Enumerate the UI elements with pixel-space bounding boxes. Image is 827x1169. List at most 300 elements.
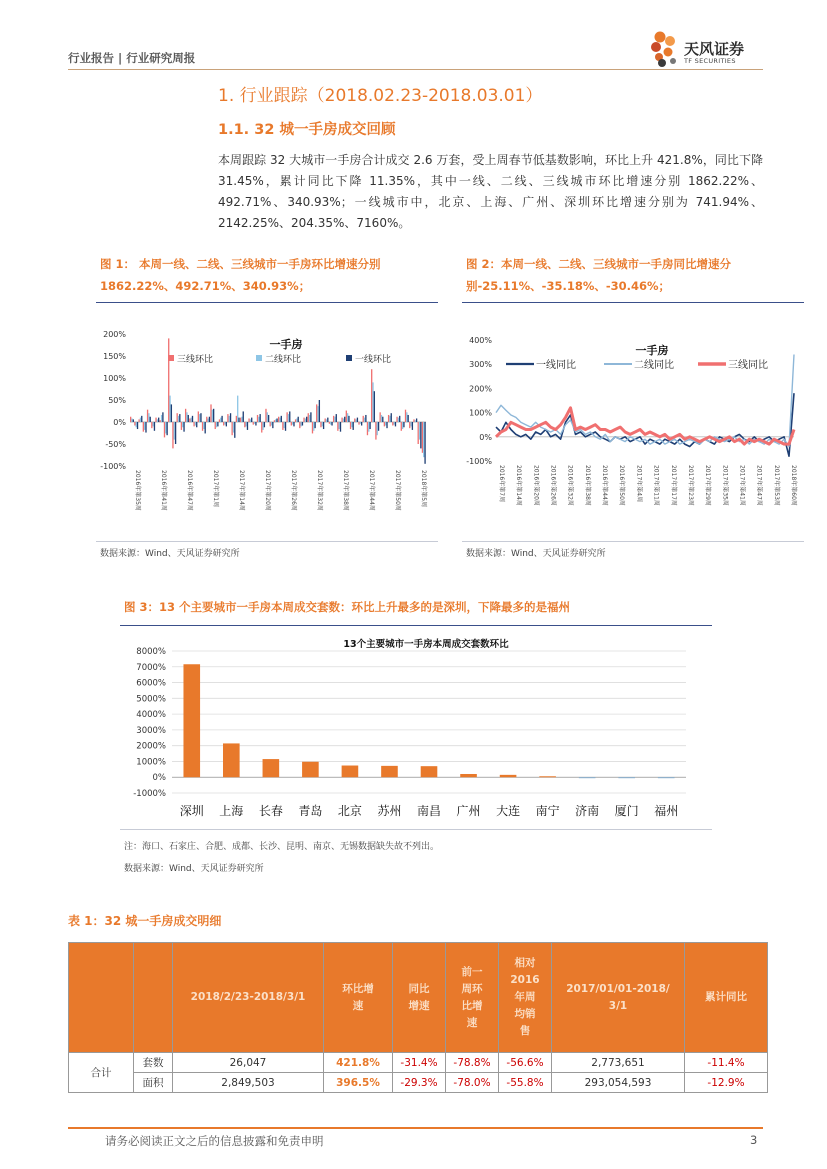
bar-mark [134, 422, 135, 426]
figure1-bottom-rule [96, 541, 438, 542]
bar-mark [402, 422, 403, 429]
bar-mark [278, 417, 279, 422]
table-row [69, 1053, 768, 1073]
bar-mark [351, 422, 352, 427]
bar-mark [377, 422, 378, 435]
bar-mark [241, 417, 242, 422]
bar-mark [272, 422, 273, 428]
bar-mark [313, 422, 314, 431]
bar-mark [379, 412, 380, 422]
bar-mark [203, 422, 204, 429]
bar-mark [144, 422, 145, 430]
x-tick-label: 2016年第47周 [186, 470, 193, 511]
figure3-bottom-rule [120, 829, 712, 830]
bar-mark [360, 422, 361, 424]
bar-mark [130, 417, 131, 422]
bar-mark [371, 369, 372, 422]
bar-mark [248, 418, 249, 422]
legend-label: 二线环比 [265, 355, 302, 365]
metric-cell: 面积 [134, 1073, 173, 1093]
x-tick-label: 2016年第44周 [601, 465, 609, 506]
bar-mark [150, 417, 151, 422]
bar-mark [174, 422, 175, 440]
bar-mark [285, 422, 286, 431]
bar-mark [298, 417, 299, 422]
x-tick-label: 2017年第20周 [264, 470, 271, 511]
bar-mark [337, 422, 338, 431]
x-tick-label: 2016年第20周 [532, 465, 540, 506]
bar-mark [268, 415, 269, 422]
bar-mark [227, 414, 228, 422]
x-tick-label: 2017年第11周 [652, 465, 660, 506]
x-tick-label: 长春 [258, 804, 283, 818]
bar-mark [281, 416, 282, 422]
x-tick-label: 南昌 [416, 804, 442, 818]
bar-mark [416, 418, 417, 422]
y-tick-label: 0% [152, 773, 166, 784]
bar-mark [217, 422, 218, 426]
header-cell-period: 2018/2/23-2018/3/1 [173, 943, 324, 1053]
bar-mark [188, 415, 189, 422]
bar-mark [386, 422, 387, 428]
bar-mark [392, 422, 393, 426]
chart-title: 一手房 [635, 344, 669, 357]
prev-week-cell: -78.0% [446, 1073, 499, 1093]
bar-mark [224, 422, 225, 425]
section-title: 1. 行业跟踪（2018.02.23-2018.03.01） [218, 86, 543, 106]
y-tick-label: 100% [469, 408, 492, 418]
cumulative-cell: 293,054,593 [552, 1073, 685, 1093]
relative-cell: -56.6% [499, 1053, 552, 1073]
bar-mark [185, 409, 186, 422]
y-tick-label: 3000% [136, 725, 166, 736]
y-tick-label: -50% [105, 440, 126, 449]
bar-mark [179, 414, 180, 422]
x-tick-label: 北京 [337, 804, 362, 818]
company-logo [648, 28, 768, 68]
bar-mark [326, 419, 327, 422]
logo-cn-text: 天风证券 [684, 40, 745, 58]
y-tick-label: 50% [108, 396, 126, 405]
bar-mark [333, 416, 334, 422]
bar-mark [198, 411, 199, 422]
bar-mark [423, 422, 424, 457]
bar-mark [270, 422, 271, 426]
header-cell-yoy: 同比 增速 [393, 943, 446, 1053]
bar-mark [147, 410, 148, 422]
bar-mark [292, 422, 293, 425]
ring-cell: 421.8% [324, 1053, 393, 1073]
x-tick-label: 2017年第41周 [738, 465, 746, 506]
bar-mark [422, 422, 423, 453]
bar-mark [353, 422, 354, 430]
bar-mark [169, 396, 170, 422]
bar-mark [395, 422, 396, 426]
figure3-source: 数据来源：Wind、天风证券研究所 [124, 864, 264, 874]
y-tick-label: -100% [100, 462, 126, 471]
x-tick-label: 2017年第47周 [755, 465, 763, 506]
figure2-source: 数据来源：Wind、天风证券研究所 [466, 549, 606, 559]
bar-mark [302, 762, 319, 777]
y-tick-label: 200% [469, 384, 492, 394]
cumulative-yoy-cell: -12.9% [685, 1073, 768, 1093]
bar-mark [460, 774, 477, 777]
bar-mark [310, 412, 311, 422]
x-tick-label: 青岛 [298, 804, 323, 818]
bar-mark [372, 382, 373, 422]
bar-mark [288, 414, 289, 422]
bar-mark [210, 404, 211, 422]
bar-mark [177, 413, 178, 422]
bar-mark [312, 422, 313, 433]
summary-paragraph: 本周跟踪 32 大城市一手房合计成交 2.6 万套，受上周春节低基数影响，环比上升 421.8%，同比下降 31.45%，累计同比下降 11.35%，其中一线、二线、三线城市环比增速分别 1862.22%、492.71%、340.93%；一线城市中，北京、上海、广州、深圳环比增速分别为 741.94%、2142.25%、204.35%、7160%。 [218, 153, 763, 230]
bar-mark [329, 422, 330, 424]
bar-mark [295, 419, 296, 422]
bar-mark [219, 419, 220, 422]
y-tick-label: 4000% [136, 710, 166, 721]
bar-mark [267, 412, 268, 422]
header-cell-relative-2016: 相对 2016 年周 均销 售 [499, 943, 552, 1053]
bar-mark [154, 422, 155, 431]
bar-mark [244, 422, 245, 427]
bar-mark [382, 417, 383, 422]
prev-week-cell: -78.8% [446, 1053, 499, 1073]
bar-mark [243, 411, 244, 422]
current-cell: 2,849,503 [173, 1073, 324, 1093]
bar-mark [408, 415, 409, 422]
bar-mark [368, 422, 369, 432]
table1-transactions [68, 942, 768, 1093]
y-tick-label: 200% [103, 330, 126, 339]
bar-mark [274, 420, 275, 422]
bar-mark [253, 422, 254, 425]
bar-mark [419, 422, 420, 440]
bar-mark [420, 422, 421, 448]
x-tick-label: 2017年第1周 [212, 470, 219, 508]
bar-mark [385, 422, 386, 426]
x-tick-label: 2017年第44周 [368, 470, 375, 511]
bar-mark [363, 416, 364, 422]
bar-mark [276, 418, 277, 422]
bar-mark [152, 422, 153, 426]
bar-mark [299, 422, 300, 428]
bar-mark [405, 410, 406, 422]
bar-mark [409, 422, 410, 428]
bar-mark [336, 414, 337, 422]
bar-mark [183, 422, 184, 432]
table-row [69, 1073, 768, 1093]
bar-mark [381, 415, 382, 422]
bar-mark [348, 416, 349, 422]
bar-mark [327, 418, 328, 422]
x-tick-label: 2017年第35周 [721, 465, 729, 506]
bar-mark [319, 400, 320, 422]
bar-mark [258, 417, 259, 422]
bar-mark [412, 422, 413, 430]
bar-mark [381, 766, 398, 777]
bar-mark [364, 418, 365, 422]
bar-mark [200, 413, 201, 422]
x-tick-label: 苏州 [377, 804, 402, 818]
bar-mark [196, 422, 197, 427]
page-number: 3 [750, 1133, 758, 1147]
bar-mark [148, 413, 149, 422]
bar-mark [300, 422, 301, 426]
bar-mark [374, 391, 375, 422]
bar-mark [245, 422, 246, 426]
bar-mark [143, 422, 144, 432]
bar-mark [178, 416, 179, 422]
bar-mark [238, 418, 239, 422]
bar-mark [155, 418, 156, 422]
bar-mark [389, 416, 390, 422]
flower-logo-icon [648, 28, 682, 68]
bar-mark [195, 422, 196, 426]
header-cell-blank [69, 943, 134, 1053]
bar-mark [165, 422, 166, 433]
bar-mark [413, 419, 414, 422]
bar-mark [255, 422, 256, 426]
x-tick-label: 厦门 [614, 804, 639, 818]
bar-mark [391, 413, 392, 422]
bar-mark [367, 422, 368, 435]
x-tick-label: 2017年第4周 [635, 465, 643, 503]
bar-mark [131, 418, 132, 422]
x-tick-label: 大连 [496, 804, 521, 818]
bar-mark [341, 418, 342, 422]
bar-mark [145, 422, 146, 433]
bar-mark [234, 422, 235, 438]
bar-mark [305, 418, 306, 422]
bar-mark [151, 422, 152, 428]
bar-mark [226, 422, 227, 426]
ring-cell: 396.5% [324, 1073, 393, 1093]
bar-mark [160, 420, 161, 422]
bar-mark [306, 417, 307, 422]
yoy-cell: -29.3% [393, 1073, 446, 1093]
y-tick-label: 2000% [136, 741, 166, 752]
bar-mark [257, 415, 258, 422]
bar-mark [618, 777, 635, 778]
bar-mark [399, 416, 400, 422]
bar-mark [415, 420, 416, 422]
x-tick-label: 济南 [575, 804, 600, 818]
bar-mark [293, 422, 294, 426]
bar-mark [223, 422, 224, 426]
footer-divider [68, 1127, 763, 1129]
x-tick-label: 2016年第14周 [515, 465, 523, 506]
header-cell-cumulative-yoy: 累计同比 [685, 943, 768, 1053]
bar-mark [357, 418, 358, 422]
bar-mark [186, 412, 187, 422]
relative-cell: -55.8% [499, 1073, 552, 1093]
chart-13-cities [120, 633, 712, 833]
bar-mark [401, 422, 402, 431]
table1-caption: 表 1：32 城一手房成交明细 [68, 914, 222, 928]
bar-mark [339, 422, 340, 429]
bar-mark [424, 422, 425, 464]
x-tick-label: 2017年第26周 [290, 470, 297, 511]
figure3-note: 注：海口、石家庄、合肥、成都、长沙、昆明、南京、无锡数据缺失故不列出。 [124, 842, 440, 852]
bar-mark [403, 422, 404, 427]
bar-mark [261, 422, 262, 433]
bar-mark [193, 422, 194, 426]
bar-mark [658, 777, 675, 778]
bar-mark [161, 415, 162, 422]
bar-mark [263, 759, 280, 777]
bar-mark [296, 418, 297, 422]
bar-mark [334, 417, 335, 422]
bar-mark [191, 418, 192, 422]
chart-tier-yoy-growth [462, 330, 804, 522]
x-tick-label: 2018年第5周 [420, 470, 427, 508]
x-tick-label: 2017年第38周 [342, 470, 349, 511]
x-tick-label: 2017年第17周 [669, 465, 677, 506]
x-tick-label: 2016年第26周 [549, 465, 557, 506]
bar-mark [247, 422, 248, 430]
x-tick-label: 福州 [654, 804, 679, 818]
bar-mark [181, 422, 182, 430]
bar-mark [231, 422, 232, 435]
report-type-label: 行业报告 | 行业研究周报 [68, 51, 196, 65]
x-tick-label: 2016年第38周 [583, 465, 591, 506]
bar-mark [264, 422, 265, 427]
figure3-top-rule [120, 625, 712, 626]
bar-mark [166, 422, 167, 435]
x-tick-label: 2016年第35周 [134, 470, 141, 511]
header-cell-blank [134, 943, 173, 1053]
figure1-source: 数据来源：Wind、天风证券研究所 [100, 549, 240, 559]
cumulative-cell: 2,773,651 [552, 1053, 685, 1073]
bar-mark [209, 417, 210, 422]
figure1-caption: 图 1： 本周一线、二线、三线城市一手房环比增速分别 1862.22%、492.71%、340.93%； [100, 257, 381, 293]
bar-mark [369, 422, 370, 429]
x-tick-label: 2016年第50周 [618, 465, 626, 506]
bar-mark [182, 422, 183, 427]
bar-mark [171, 404, 172, 422]
bar-mark [251, 418, 252, 422]
bar-mark [314, 422, 315, 428]
bar-mark [202, 422, 203, 431]
logo-en-text: TF SECURITIES [684, 57, 736, 65]
bar-mark [291, 422, 292, 426]
subsection-title: 1.1. 32 城一手房成交回顾 [218, 122, 396, 138]
bar-mark [205, 422, 206, 433]
bar-mark [421, 766, 438, 777]
bar-mark [271, 422, 272, 426]
legend-label: 一线环比 [355, 355, 392, 365]
bar-mark [189, 418, 190, 422]
bar-mark [175, 422, 176, 444]
legend-label: 三线环比 [177, 355, 214, 365]
bar-mark [331, 422, 332, 426]
x-tick-label: 2017年第23周 [686, 465, 694, 506]
bar-mark [418, 422, 419, 444]
bar-mark [375, 422, 376, 440]
x-tick-label: 南宁 [535, 804, 560, 818]
metric-cell: 套数 [134, 1053, 173, 1073]
bar-mark [393, 422, 394, 425]
y-tick-label: -100% [466, 457, 492, 466]
bar-mark [323, 422, 324, 429]
bar-mark [265, 409, 266, 422]
bar-mark [579, 777, 596, 778]
bar-mark [303, 418, 304, 422]
bar-mark [223, 743, 240, 777]
y-tick-label: 8000% [136, 647, 166, 657]
y-tick-label: 6000% [136, 678, 166, 689]
group-label-cell: 合计 [69, 1053, 134, 1093]
bar-mark [320, 422, 321, 427]
x-tick-label: 上海 [219, 804, 244, 818]
x-tick-label: 2016年第7周 [498, 465, 505, 503]
bar-mark [207, 418, 208, 422]
bar-mark [192, 416, 193, 422]
bar-mark [330, 422, 331, 425]
bar-mark [206, 417, 207, 422]
bar-mark [410, 422, 411, 426]
bar-mark [355, 419, 356, 422]
figure2-caption: 图 2：本周一线、二线、三线城市一手房同比增速分别-25.11%、-35.18%、-30.46%； [466, 257, 732, 293]
bar-mark [262, 422, 263, 430]
bar-mark [354, 418, 355, 422]
x-tick-label: 深圳 [179, 804, 204, 818]
bar-mark [138, 419, 139, 422]
header-cell-ring: 环比增 速 [324, 943, 393, 1053]
y-tick-label: 300% [469, 360, 492, 370]
bar-mark [162, 412, 163, 422]
header-cell-prev-week: 前一 周环 比增 速 [446, 943, 499, 1053]
figure1-top-rule [96, 302, 438, 303]
bar-mark [213, 409, 214, 422]
figure2-bottom-rule [462, 541, 804, 542]
bar-mark [275, 419, 276, 422]
bar-mark [539, 776, 556, 777]
y-tick-label: 0% [113, 418, 126, 427]
bar-mark [384, 422, 385, 426]
figure2-top-rule [462, 302, 804, 303]
chart-tier-ring-growth [96, 322, 438, 522]
bar-mark [347, 413, 348, 422]
bar-mark [286, 412, 287, 422]
bar-mark [396, 417, 397, 422]
bar-mark [388, 415, 389, 422]
y-tick-label: 7000% [136, 662, 166, 673]
footer-disclaimer: 请务必阅读正文之后的信息披露和免责申明 [105, 1134, 324, 1148]
x-tick-label: 2016年第41周 [160, 470, 167, 511]
bar-mark [236, 416, 237, 422]
bar-mark [302, 422, 303, 426]
bar-mark [282, 422, 283, 430]
y-tick-label: 150% [103, 352, 126, 361]
bar-mark [133, 419, 134, 422]
x-tick-label: 2017年第14周 [238, 470, 245, 511]
bar-mark [406, 412, 407, 422]
bar-mark [308, 413, 309, 422]
figure3-caption: 图 3：13 个主要城市一手房本周成交套数：环比上升最多的是深圳，下降最多的是福州 [124, 600, 571, 614]
y-tick-label: 1000% [136, 757, 166, 768]
bar-mark [309, 415, 310, 422]
bar-mark [220, 418, 221, 422]
chart-title: 13个主要城市一手房本周成交套数环比 [343, 639, 509, 650]
header-cell-cumulative-period: 2017/01/01-2018/ 3/1 [552, 943, 685, 1053]
legend-label: 二线同比 [634, 360, 674, 371]
bar-mark [168, 338, 169, 422]
bar-mark [350, 422, 351, 429]
y-tick-label: 0% [479, 432, 492, 442]
bar-mark [365, 415, 366, 422]
bar-mark [215, 422, 216, 429]
